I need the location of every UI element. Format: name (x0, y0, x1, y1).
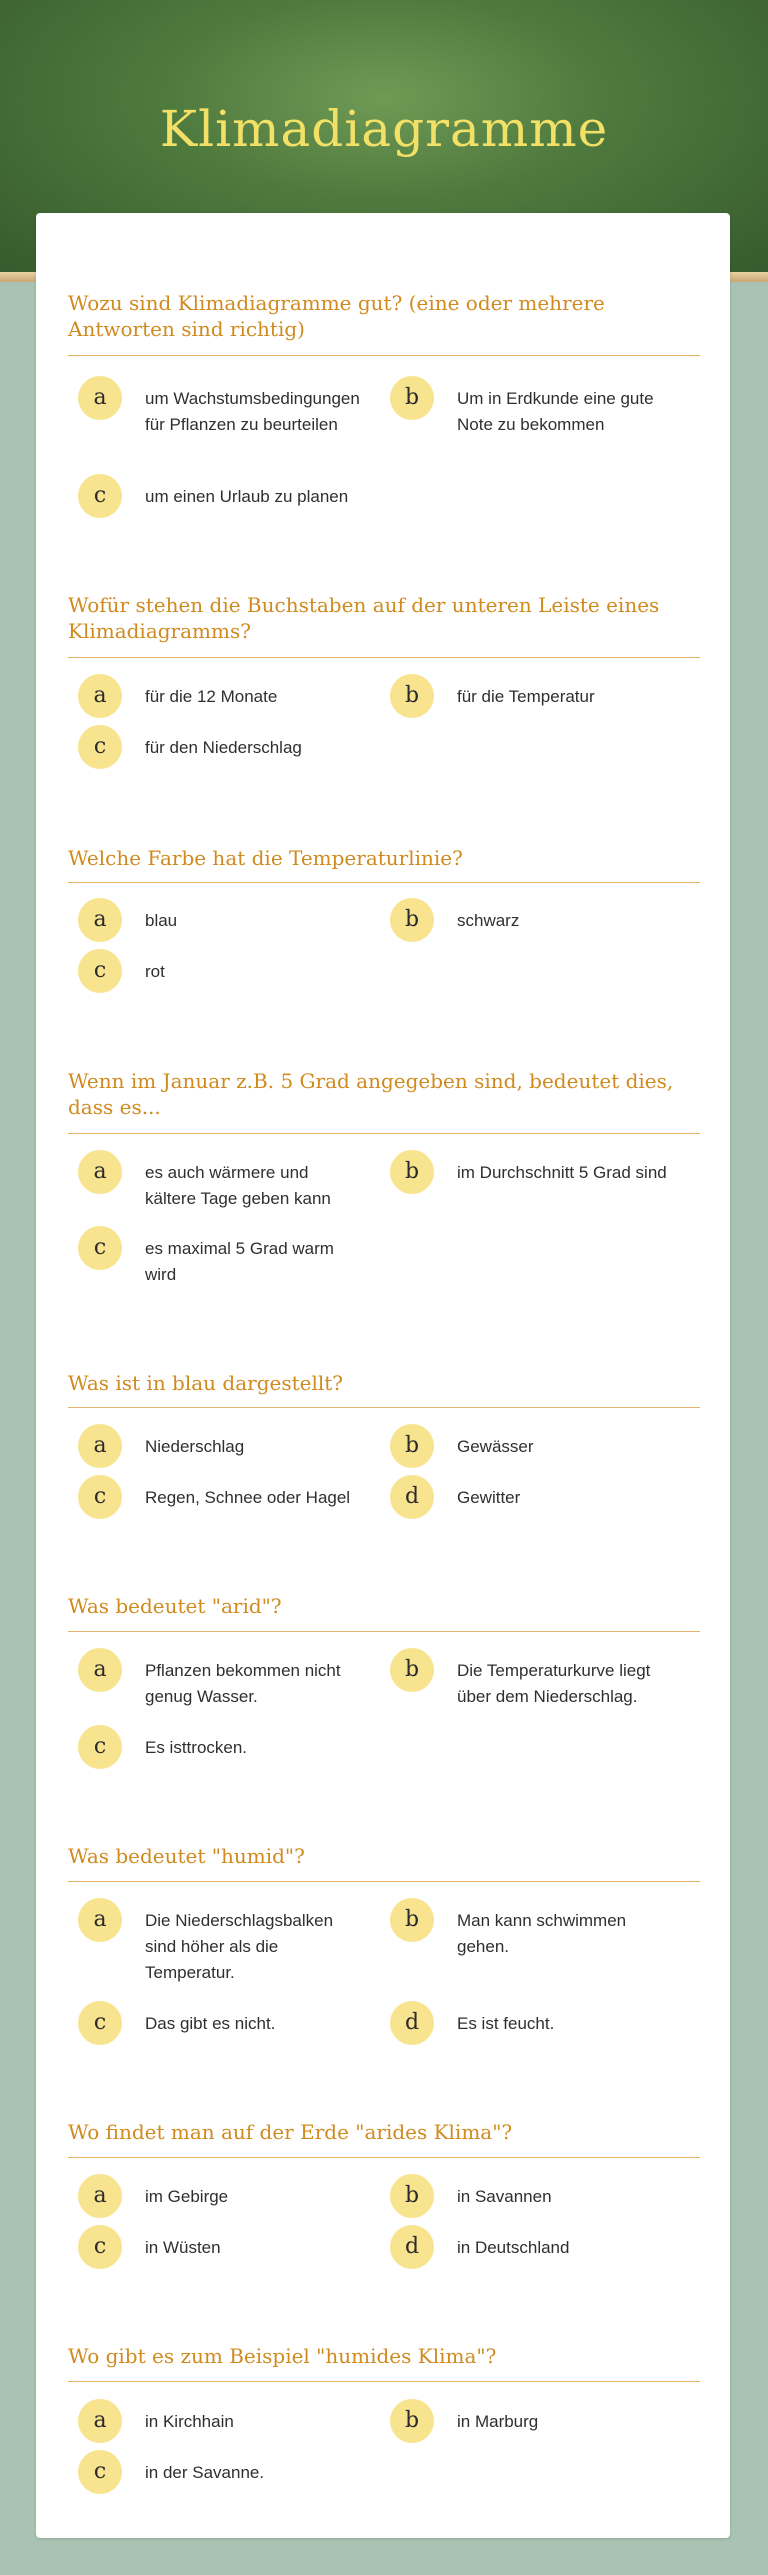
option-letter-badge: c (78, 1226, 122, 1270)
option-text: rot (145, 962, 165, 981)
option-text: im Durchschnitt 5 Grad sind (457, 1163, 667, 1182)
option-text: Niederschlag (145, 1437, 245, 1456)
option-text: Um in Erdkunde eine gute Note zu bekommen (457, 389, 654, 434)
option-text: Gewässer (457, 1437, 534, 1456)
option-letter-badge: b (390, 1898, 434, 1942)
option-letter-badge: b (390, 1424, 434, 1468)
question-1: Wozu sind Klimadiagramme gut? (eine oder mehrere Antworten sind richtig) (68, 291, 605, 341)
question-7: Was bedeutet "humid"? (68, 1844, 305, 1868)
option-text: in Marburg (457, 2412, 539, 2431)
option-letter-badge: c (78, 2001, 122, 2045)
option-letter-badge: d (390, 1475, 434, 1519)
question-5: Was ist in blau dargestellt? (68, 1371, 344, 1395)
option-text: es auch wärmere und kältere Tage geben kann (145, 1163, 331, 1208)
question-2: Wofür stehen die Buchstaben auf der unteren Leiste eines Klimadiagramms? (68, 593, 660, 643)
option-text: für den Niederschlag (145, 738, 302, 757)
option-letter-badge: c (78, 2450, 122, 2494)
option-text: schwarz (457, 911, 520, 930)
question-3: Welche Farbe hat die Temperaturlinie? (68, 846, 463, 870)
option-text: blau (145, 911, 178, 930)
option-text: es maximal 5 Grad warm wird (145, 1239, 334, 1284)
option-letter-badge: b (390, 898, 434, 942)
question-6: Was bedeutet "arid"? (68, 1594, 282, 1618)
option-text: in Wüsten (145, 2238, 221, 2257)
option-letter-badge: c (78, 949, 122, 993)
option-letter-badge: a (78, 1150, 122, 1194)
option-letter-badge: b (390, 1150, 434, 1194)
question-4: Wenn im Januar z.B. 5 Grad angegeben sind, bedeutet dies, dass es... (68, 1069, 674, 1119)
option-letter-badge: c (78, 1475, 122, 1519)
option-letter-badge: a (78, 376, 122, 420)
option-letter-badge: a (78, 898, 122, 942)
option-text: für die Temperatur (457, 687, 595, 706)
option-text: Das gibt es nicht. (145, 2014, 276, 2033)
question-8: Wo findet man auf der Erde "arides Klima"? (68, 2120, 513, 2144)
page-title: Klimadiagramme (159, 100, 609, 158)
question-divider (68, 1631, 700, 1632)
option-text: um einen Urlaub zu planen (145, 487, 349, 506)
question-divider (68, 657, 700, 658)
option-text: Gewitter (457, 1488, 521, 1507)
option-letter-badge: d (390, 2225, 434, 2269)
option-text: Die Niederschlagsbalken sind höher als die Temperatur. (145, 1911, 334, 1982)
option-letter-badge: b (390, 376, 434, 420)
option-letter-badge: c (78, 474, 122, 518)
question-divider (68, 1407, 700, 1408)
option-text: um Wachstumsbedingungen für Pflanzen zu beurteilen (145, 389, 360, 434)
option-letter-badge: a (78, 1424, 122, 1468)
question-9: Wo gibt es zum Beispiel "humides Klima"? (68, 2344, 497, 2368)
option-text: Man kann schwimmen gehen. (457, 1911, 627, 1956)
option-letter-badge: a (78, 2399, 122, 2443)
question-divider (68, 2381, 700, 2382)
option-letter-badge: d (390, 2001, 434, 2045)
option-letter-badge: b (390, 2174, 434, 2218)
option-text: Pflanzen bekommen nicht genug Wasser. (145, 1661, 341, 1706)
option-text: Es ist feucht. (457, 2014, 555, 2033)
question-divider (68, 2157, 700, 2158)
option-text: in Kirchhain (145, 2412, 234, 2431)
option-letter-badge: c (78, 2225, 122, 2269)
option-letter-badge: a (78, 2174, 122, 2218)
question-divider (68, 1133, 700, 1134)
option-letter-badge: b (390, 1648, 434, 1692)
question-divider (68, 1881, 700, 1882)
option-letter-badge: a (78, 1648, 122, 1692)
option-letter-badge: a (78, 1898, 122, 1942)
option-text: im Gebirge (145, 2187, 229, 2206)
option-text: Regen, Schnee oder Hagel (145, 1488, 351, 1507)
option-letter-badge: c (78, 725, 122, 769)
option-letter-badge: b (390, 2399, 434, 2443)
option-text: in Deutschland (457, 2238, 570, 2257)
question-divider (68, 355, 700, 356)
option-letter-badge: a (78, 674, 122, 718)
option-letter-badge: b (390, 674, 434, 718)
option-letter-badge: c (78, 1725, 122, 1769)
option-text: in Savannen (457, 2187, 552, 2206)
option-text: für die 12 Monate (145, 687, 278, 706)
option-text: Es isttrocken. (145, 1738, 248, 1757)
option-text: Die Temperaturkurve liegt über dem Niederschlag. (457, 1661, 651, 1706)
question-divider (68, 882, 700, 883)
option-text: in der Savanne. (145, 2463, 265, 2482)
